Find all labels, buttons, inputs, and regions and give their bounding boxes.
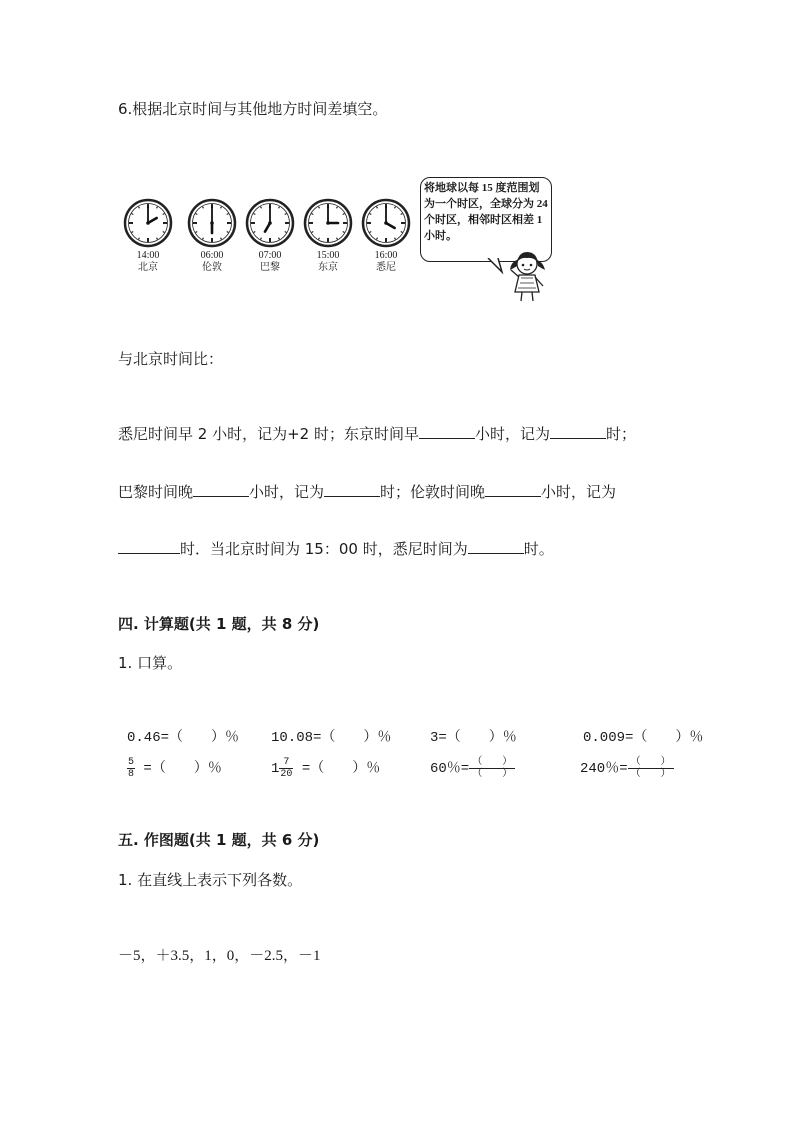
clock-face-icon [123, 198, 173, 248]
number-list: －5，＋3.5，1，0，－2.5，－1 [118, 948, 321, 964]
blank-london-record[interactable] [118, 539, 180, 554]
speech-bubble-tail [486, 258, 506, 274]
clock-city-label: 东京 [318, 262, 338, 273]
clock-1 [118, 198, 178, 274]
girl-illustration [505, 248, 553, 303]
blank-tokyo-hours[interactable] [419, 424, 475, 439]
line2-text-a: 巴黎时间晚 [118, 483, 194, 501]
calc-item-2: 10.08=（ ）％ [271, 730, 392, 746]
fill-line-2 [118, 481, 616, 502]
line1-text-b: 小时，记为 [474, 425, 550, 443]
section-4-heading: 四. 计算题(共 1 题，共 8 分) [118, 615, 320, 633]
line2-text-c: 时；伦敦时间晚 [380, 483, 486, 501]
clock-time-label: 07:00 [258, 250, 282, 261]
line1-text-a: 悉尼时间早 2 小时，记为+2 时；东京时间早 [118, 425, 419, 443]
clock-time-label: 06:00 [200, 250, 224, 261]
clock-face-icon [303, 198, 353, 248]
clock-city-label: 伦敦 [202, 262, 222, 273]
clock-time-label: 14:00 [136, 250, 160, 261]
calc-item-5: $\frac{5}{8}$ =（ ）％ [128, 757, 222, 780]
line3-text-a: 时．当北京时间为 15：00 时，悉尼时间为 [180, 540, 468, 558]
line2-text-b: 小时，记为 [249, 483, 325, 501]
clock-5 [356, 198, 416, 274]
clock-4 [298, 198, 358, 274]
calc-item-1: 0.46=（ ）％ [127, 730, 240, 746]
clock-3 [240, 198, 300, 274]
calc-item-4: 0.009=（ ）％ [583, 730, 704, 746]
fraction-5-8: $\frac{5}{8}$ [128, 757, 135, 780]
compare-label: 与北京时间比： [118, 350, 224, 368]
line1-text-c: 时； [605, 425, 636, 443]
clock-city-label: 北京 [138, 262, 158, 273]
bubble-text: 将地球以每 15 度范围划为一个时区，全球分为 24 个时区，相邻时区相差 1 小时。 [424, 182, 548, 242]
clock-face-icon [361, 198, 411, 248]
clock-face-icon [245, 198, 295, 248]
clock-2 [182, 198, 242, 274]
calc-item-3: 3=（ ）％ [430, 730, 517, 746]
blank-fraction-240[interactable]: $\frac{( )}{( )}$ [628, 757, 674, 780]
blank-paris-record[interactable] [324, 482, 380, 497]
calc-item-8: 240％= $\frac{( )}{( )}$ [580, 757, 674, 780]
clock-city-label: 巴黎 [260, 262, 280, 273]
calc-item-7: 60％= $\frac{( )}{( )}$ [430, 757, 515, 780]
section-5-question-1: 1. 在直线上表示下列各数。 [118, 871, 303, 889]
blank-london-hours[interactable] [485, 482, 541, 497]
line2-text-d: 小时，记为 [541, 483, 617, 501]
section-4-question-1: 1. 口算。 [118, 654, 183, 672]
section-5-heading: 五. 作图题(共 1 题，共 6 分) [118, 831, 320, 849]
fill-line-1 [118, 423, 636, 444]
question-title: 6.根据北京时间与其他地方时间差填空。 [118, 100, 388, 118]
blank-tokyo-record[interactable] [550, 424, 606, 439]
clock-face-icon [187, 198, 237, 248]
clock-time-label: 15:00 [316, 250, 340, 261]
line3-text-b: 时。 [523, 540, 554, 558]
fill-line-3 [118, 538, 554, 559]
blank-paris-hours[interactable] [193, 482, 249, 497]
clock-city-label: 悉尼 [376, 262, 396, 273]
clock-time-label: 16:00 [374, 250, 398, 261]
blank-fraction-60[interactable]: $\frac{( )}{( )}$ [469, 757, 515, 780]
blank-sydney-time[interactable] [468, 539, 524, 554]
fraction-7-20: $\frac{7}{20}$ [280, 757, 293, 780]
calc-item-6: 1 $\frac{7}{20}$ =（ ）％ [271, 757, 381, 780]
